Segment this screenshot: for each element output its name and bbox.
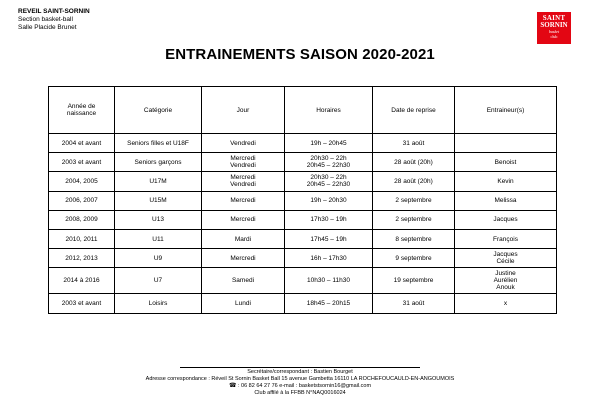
cell-entraineur-line: x: [503, 299, 508, 307]
cell-jour-line: Lundi: [235, 299, 251, 307]
cell-categorie: U11: [115, 229, 202, 248]
header-categorie: Catégorie: [115, 87, 202, 134]
cell-jour: [202, 153, 285, 172]
cell-jour-line: Mercredi: [230, 174, 256, 182]
table-row: [49, 229, 557, 248]
table-row: [49, 153, 557, 172]
cell-reprise: 8 septembre: [373, 229, 455, 248]
cell-reprise: 19 septembre: [373, 268, 455, 294]
cell-jour-line: Mercredi: [230, 254, 256, 262]
cell-horaires-line: 20h30 – 22h: [310, 155, 347, 163]
cell-annee: 2003 et avant: [49, 294, 115, 313]
cell-entraineur-line: François: [493, 235, 518, 243]
cell-reprise: 28 août (20h): [373, 172, 455, 191]
cell-entraineur-line: Kevin: [497, 177, 514, 185]
cell-horaires-line: 19h – 20h30: [310, 197, 347, 205]
cell-entraineur-line: Anouk: [496, 284, 515, 292]
org-section: Section basket-ball: [18, 16, 73, 23]
cell-entraineur-line: Melissa: [494, 197, 517, 205]
cell-annee: 2010, 2011: [49, 229, 115, 248]
cell-entraineur: [455, 268, 557, 294]
cell-horaires: [285, 153, 373, 172]
cell-reprise: 2 septembre: [373, 210, 455, 229]
cell-reprise: 9 septembre: [373, 249, 455, 268]
cell-reprise: 28 août (20h): [373, 153, 455, 172]
cell-horaires: [285, 294, 373, 313]
cell-horaires-line: 20h30 – 22h: [310, 174, 347, 182]
cell-jour-line: Mercredi: [230, 216, 256, 224]
footer-secretary: Secrétaire/correspondant : Bastien Bourget: [247, 369, 353, 375]
club-logo: [537, 12, 571, 44]
cell-annee: 2006, 2007: [49, 191, 115, 210]
cell-jour: [202, 294, 285, 313]
cell-categorie: Seniors garçons: [115, 153, 202, 172]
cell-jour-line: Vendredi: [230, 181, 256, 189]
cell-horaires-line: 16h – 17h30: [310, 254, 347, 262]
footer-address: Adresse correspondance : Réveil St Sornin Basket Ball 15 avenue Gambetta 16110 LA ROCHEFOUCAULD-EN-ANGOUMOIS: [145, 376, 455, 382]
cell-jour: [202, 210, 285, 229]
cell-entraineur: [455, 172, 557, 191]
header-horaires: Horaires: [285, 87, 373, 134]
cell-horaires-line: 10h30 – 11h30: [307, 277, 350, 285]
cell-horaires: [285, 229, 373, 248]
footer-affiliation: Club affilé à la FFBB N°NAQ0016024: [254, 390, 346, 396]
cell-categorie: U9: [115, 249, 202, 268]
cell-annee: 2004, 2005: [49, 172, 115, 191]
cell-entraineur: [455, 134, 557, 153]
page-title: ENTRAINEMENTS SAISON 2020-2021: [165, 46, 435, 63]
cell-jour-line: Samedi: [231, 277, 255, 285]
cell-reprise: 31 août: [373, 134, 455, 153]
cell-jour: [202, 172, 285, 191]
cell-categorie: Seniors filles et U18F: [115, 134, 202, 153]
header-annee: Année de naissance: [49, 87, 115, 134]
table-row: [49, 294, 557, 313]
footer-contact: [0, 383, 600, 390]
cell-jour: [202, 249, 285, 268]
cell-horaires-line: 19h – 20h45: [310, 139, 347, 147]
table-row: [49, 134, 557, 153]
cell-reprise: 2 septembre: [373, 191, 455, 210]
cell-entraineur: [455, 153, 557, 172]
cell-horaires-line: 17h45 – 19h: [310, 235, 347, 243]
cell-jour-line: Mercredi: [230, 155, 256, 163]
cell-horaires: [285, 134, 373, 153]
cell-horaires: [285, 249, 373, 268]
header-reprise: Date de reprise: [373, 87, 455, 134]
cell-horaires-line: 20h45 – 22h30: [306, 181, 351, 189]
table-row: [49, 191, 557, 210]
cell-entraineur: [455, 249, 557, 268]
table-row: [49, 268, 557, 294]
cell-jour-line: Vendredi: [230, 162, 256, 170]
cell-horaires-line: 18h45 – 20h15: [306, 299, 351, 307]
cell-annee: 2004 et avant: [49, 134, 115, 153]
cell-jour: [202, 134, 285, 153]
cell-horaires: [285, 268, 373, 294]
cell-entraineur: [455, 191, 557, 210]
logo-line-4: club: [550, 34, 558, 39]
cell-horaires-line: 17h30 – 19h: [310, 216, 347, 224]
cell-entraineur-line: Aurélien: [493, 277, 518, 285]
cell-annee: 2008, 2009: [49, 210, 115, 229]
cell-entraineur-line: Justine: [495, 270, 516, 278]
cell-entraineur-line: Jacques: [493, 216, 518, 224]
cell-categorie: U13: [115, 210, 202, 229]
cell-horaires: [285, 210, 373, 229]
table-header-row: [49, 87, 557, 134]
table-row: [49, 210, 557, 229]
cell-reprise: 31 août: [373, 294, 455, 313]
cell-categorie: U17M: [115, 172, 202, 191]
header-entraineurs: Entraineur(s): [455, 87, 557, 134]
logo-line-3: basket: [548, 29, 560, 34]
cell-categorie: U15M: [115, 191, 202, 210]
organization-header: [18, 8, 90, 32]
cell-entraineur-line: Cécile: [496, 258, 515, 266]
cell-annee: 2012, 2013: [49, 249, 115, 268]
logo-line-2: SORNIN: [540, 21, 568, 29]
cell-jour-line: Mardi: [234, 235, 252, 243]
cell-jour: [202, 191, 285, 210]
cell-entraineur-line: Benoist: [494, 158, 517, 166]
footer-contact-text: : 06 82 64 27 76 e-mail : basketstsornin16@gmail.com: [237, 383, 372, 389]
cell-jour-line: Mercredi: [230, 197, 256, 205]
cell-horaires-line: 20h45 – 22h30: [306, 162, 351, 170]
table-row: [49, 172, 557, 191]
cell-jour: [202, 268, 285, 294]
logo-line-1: SAINT: [542, 14, 566, 22]
cell-categorie: U7: [115, 268, 202, 294]
cell-entraineur-line: Jacques: [493, 251, 518, 259]
cell-entraineur: [455, 210, 557, 229]
cell-horaires: [285, 172, 373, 191]
cell-categorie: Loisirs: [115, 294, 202, 313]
header-jour: Jour: [202, 87, 285, 134]
cell-horaires: [285, 191, 373, 210]
cell-entraineur: [455, 229, 557, 248]
org-name: REVEIL SAINT-SORNIN: [18, 8, 90, 15]
cell-jour-line: Vendredi: [230, 139, 256, 147]
table-row: [49, 249, 557, 268]
phone-icon: ☎: [228, 383, 237, 389]
cell-jour: [202, 229, 285, 248]
cell-annee: 2003 et avant: [49, 153, 115, 172]
training-table: [48, 86, 557, 314]
footer-rule: [180, 367, 420, 368]
org-venue: Salle Placide Brunet: [18, 24, 77, 31]
cell-annee: 2014 à 2016: [49, 268, 115, 294]
cell-entraineur: [455, 294, 557, 313]
